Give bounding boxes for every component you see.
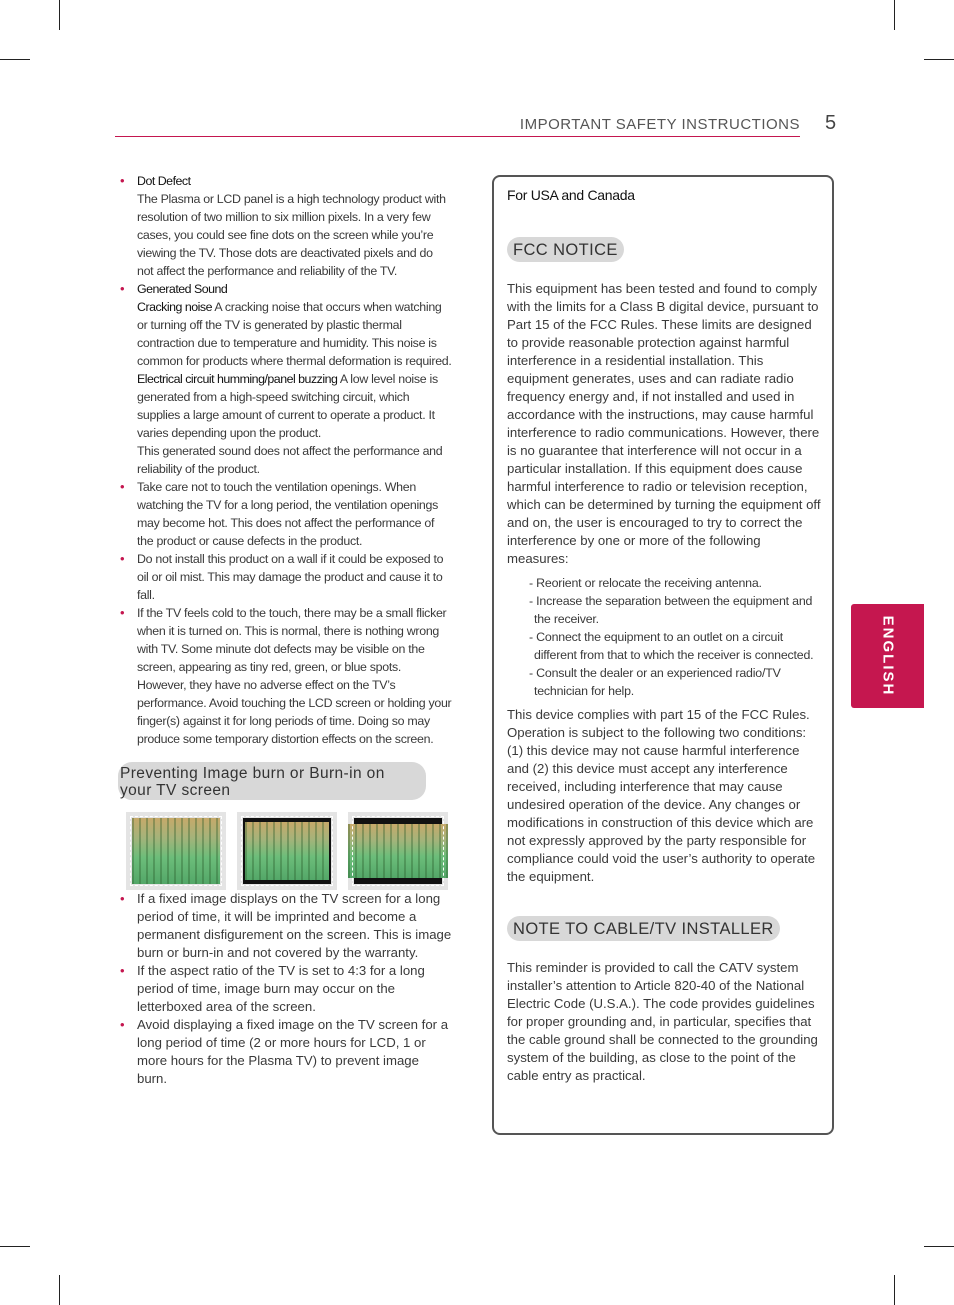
left-column bbox=[118, 172, 452, 1088]
item-subsection bbox=[137, 298, 452, 370]
list-item bbox=[118, 280, 452, 478]
list-item: - Reorient or relocate the receiving antenna. bbox=[529, 576, 762, 590]
list-item bbox=[118, 550, 452, 604]
list-item: - Consult the dealer or an experienced radio/TV technician for help. bbox=[529, 666, 781, 698]
list-item: - Connect the equipment to an outlet on a circuit different from that to which the receiver is connected. bbox=[529, 630, 814, 662]
crop-mark bbox=[59, 0, 60, 30]
burn-heading-line2: your TV screen bbox=[120, 782, 231, 799]
crop-mark bbox=[0, 59, 30, 60]
tv-screen-image-letterbox bbox=[348, 812, 448, 890]
crop-mark bbox=[924, 59, 954, 60]
item-text: Do not install this product on a wall if it could be exposed to oil or oil mist. This may damage the product and cause it to fall. bbox=[137, 552, 444, 602]
crop-mark bbox=[59, 1275, 60, 1305]
list-item: • If a fixed image displays on the TV screen for a long period of time, it will be imprinted and become a permanent disfigurement on the screen. This is image burn or burn-in and not covered by the warranty. bbox=[118, 890, 452, 962]
sub-text: A low level noise is generated from a high-speed switching circuit, which supplies a large amount of current to operate a product. It varies depending upon the product. bbox=[137, 372, 438, 440]
sub-term: Cracking noise bbox=[137, 300, 212, 314]
item-text: The Plasma or LCD panel is a high technology product with resolution of two million to six million pixels. In a very few cases, you could see fine dots on the screen while you’re viewing the TV. Those dots are deactivated pixels and do not affect the performance and reliability of the TV. bbox=[137, 192, 446, 278]
language-tab bbox=[851, 604, 924, 708]
page-header-title: IMPORTANT SAFETY INSTRUCTIONS bbox=[519, 116, 800, 133]
item-subsection bbox=[137, 370, 452, 442]
header-divider bbox=[115, 136, 800, 137]
cable-installer-text: This reminder is provided to call the CATV system installer’s attention to Article 820-40 of the National Electric Code (U.S.A.). The code provides guidelines for proper grounding and, in particular, specifies that the cable ground shall be connected to the grounding system of the building, as close to the point of the cable entry as practical. bbox=[507, 960, 818, 1083]
list-item: • Avoid displaying a fixed image on the TV screen for a long period of time (2 or more hours for LCD, 1 or more hours for the Plasma TV) to prevent image burn. bbox=[118, 1016, 452, 1088]
crop-mark bbox=[0, 1246, 30, 1247]
tv-screen-image-overscan bbox=[237, 812, 337, 890]
item-title: • Generated Sound bbox=[137, 282, 228, 296]
safety-list bbox=[118, 172, 452, 748]
list-item bbox=[118, 478, 452, 550]
language-tab-label: ENGLISH bbox=[879, 615, 896, 697]
sub-term: Electrical circuit humming/panel buzzing bbox=[137, 372, 338, 386]
crop-mark bbox=[894, 0, 895, 30]
item-text: Take care not to touch the ventilation openings. When watching the TV for a long period, the ventilation openings may become hot. This does not affect the performance of the product or cause defects in the product. bbox=[137, 480, 438, 548]
measures-list bbox=[507, 574, 823, 700]
crop-mark bbox=[894, 1275, 895, 1305]
list-item bbox=[118, 604, 452, 748]
fcc-notice-box bbox=[492, 175, 834, 1135]
sub-text: A cracking noise that occurs when watching or turning off the TV is generated by plastic thermal contraction due to temperature and humidity. This noise is common for products where thermal deformation is required. bbox=[137, 300, 452, 368]
tv-screen-image-full bbox=[126, 812, 226, 890]
sub-text: This generated sound does not affect the performance and reliability of the product. bbox=[137, 444, 443, 476]
burn-in-illustrations bbox=[126, 812, 452, 890]
fcc-notice-text: This equipment has been tested and found to comply with the limits for a Class B digital device, pursuant to Part 15 of the FCC Rules. These limits are designed to provide reasonable protection against harmful interference in a residential installation. This equipment generates, uses and can radiate radio frequency energy and, if not installed and used in accordance with the instructions, may cause harmful interference to radio communications. However, there is no guarantee that interference will not occur in a particular installation. If this equipment does cause harmful interference to radio or television reception, which can be determined by turning the equipment off and on, the user is encouraged to try to correct the interference by one or more of the following measures: bbox=[507, 281, 821, 566]
burn-in-list bbox=[118, 890, 452, 1088]
page-number: 5 bbox=[825, 112, 837, 134]
item-title: • Dot Defect bbox=[137, 174, 191, 188]
list-item: - Increase the separation between the equipment and the receiver. bbox=[529, 594, 813, 626]
region-label: For USA and Canada bbox=[507, 187, 635, 203]
burn-heading-line1: Preventing Image burn or Burn-in on bbox=[120, 765, 385, 782]
fcc-compliance-text: This device complies with part 15 of the FCC Rules. Operation is subject to the following two conditions: (1) this device may not cause harmful interference and (2) this device must accept any interference received, including interference that may cause undesired operation of the device. Any changes or modifications in construction of this device which are not expressly approved by the party responsible for compliance could void the user’s authority to operate the equipment. bbox=[507, 707, 816, 884]
crop-mark bbox=[924, 1246, 954, 1247]
burn-in-heading bbox=[118, 762, 426, 800]
fcc-notice-heading: FCC NOTICE bbox=[507, 237, 624, 262]
list-item: • If the aspect ratio of the TV is set to 4:3 for a long period of time, image burn may occur on the letterboxed area of the screen. bbox=[118, 962, 452, 1016]
item-text: If the TV feels cold to the touch, there may be a small flicker when it is turned on. This is normal, there is nothing wrong with TV. Some minute dot defects may be visible on the screen, appearing as tiny red, green, or blue spots. However, they have no adverse effect on the TV’s performance. Avoid touching the LCD screen or holding your finger(s) against it for long periods of time. Doing so may produce some temporary distortion effects on the screen. bbox=[137, 606, 452, 746]
cable-installer-heading: NOTE TO CABLE/TV INSTALLER bbox=[507, 916, 780, 941]
list-item bbox=[118, 172, 452, 280]
